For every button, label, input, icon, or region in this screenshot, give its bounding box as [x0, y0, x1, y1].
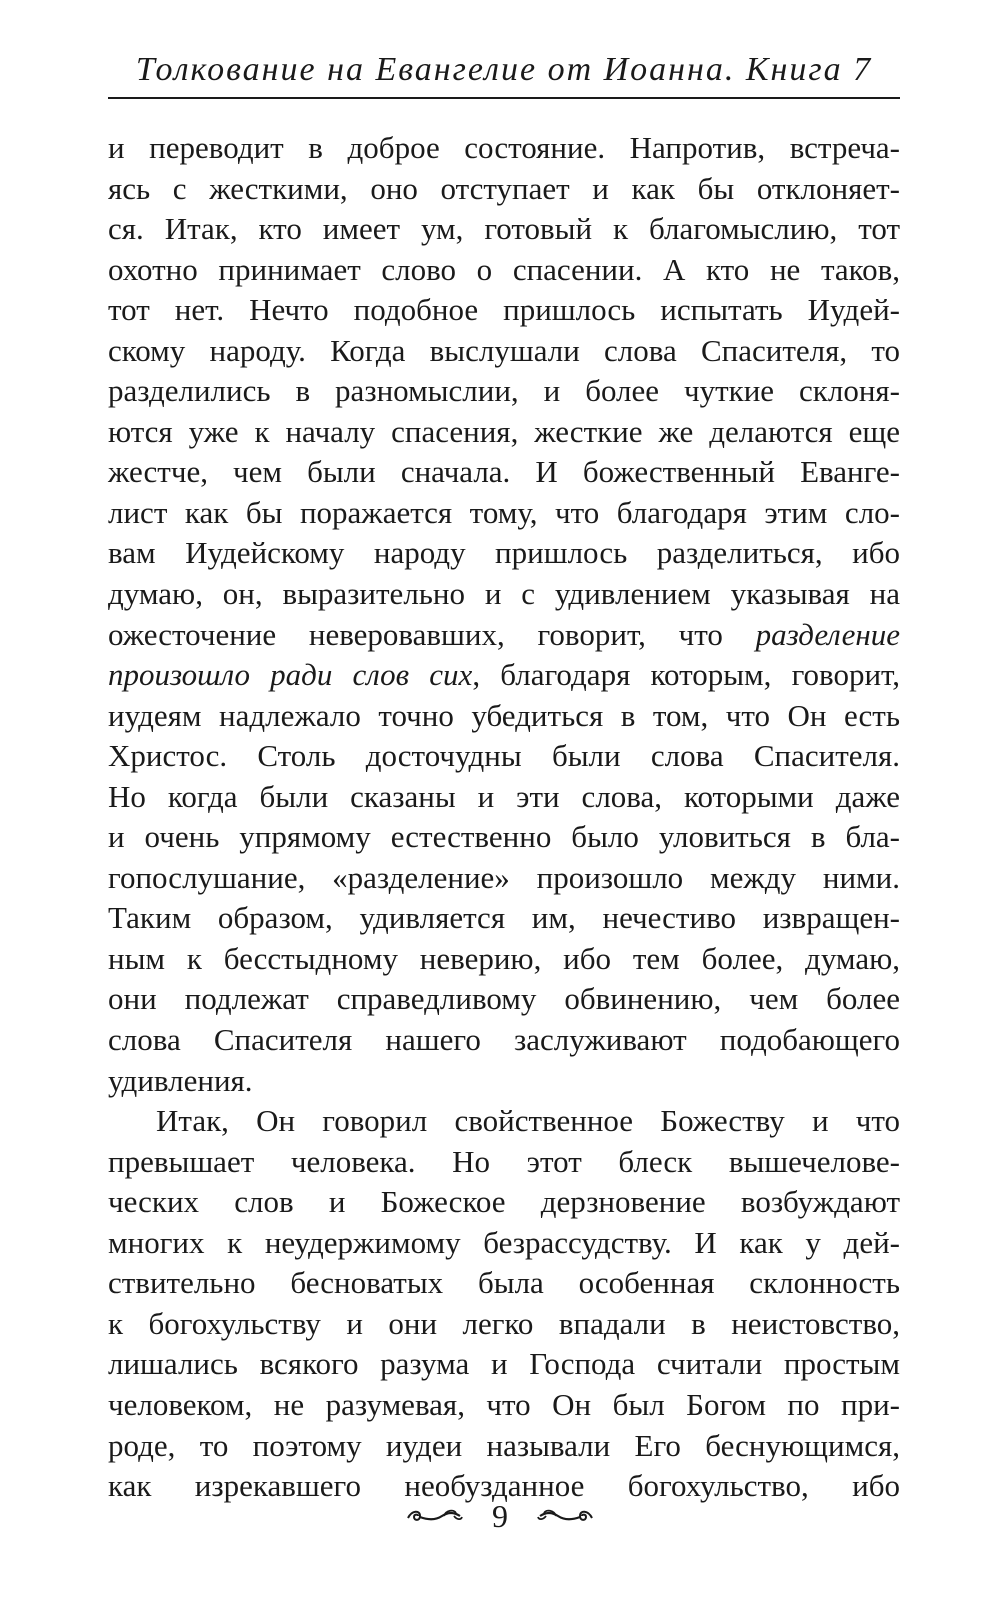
text-line: превышает человека. Но этот блеск вышечелове-: [108, 1143, 900, 1179]
text-line: жестче, чем были сначала. И божественный Еванге-: [108, 454, 900, 490]
text-line: ются уже к началу спасения, жесткие же делаются еще: [108, 413, 900, 449]
text-line: думаю, он, выразительно и с удивлением указывая на: [108, 576, 900, 612]
text-line-mixed: [108, 615, 900, 656]
text-line: ся. Итак, кто имеет ум, готовый к благомыслию, тот: [108, 211, 900, 247]
text-line: ным к бесстыдному неверию, ибо тем более, думаю,: [108, 940, 900, 976]
running-head: Толкование на Евангелие от Иоанна. Книга 7: [135, 51, 873, 88]
paragraph-end-line: удивления.: [108, 1062, 253, 1098]
text-line: разделились в разномыслии, и более чуткие склоня-: [108, 373, 900, 409]
text-line: и переводит в доброе состояние. Напротив, встреча-: [108, 130, 900, 165]
text-line: ствительно бесноватых была особенная склонность: [108, 1265, 900, 1301]
text-line: Христос. Столь досточудны были слова Спасителя.: [108, 738, 900, 774]
text-line: ясь с жесткими, оно отступает и как бы отклоняет-: [108, 170, 900, 206]
text-segment: ожесточение неверовавших, говорит, что: [108, 616, 723, 652]
paragraph-first-line: Итак, Он говорил свойственное Божеству и что: [156, 1103, 900, 1139]
text-line: гопослушание, «разделение» произошло между ними.: [108, 859, 900, 895]
text-line: слова Спасителя нашего заслуживают подобающего: [108, 1022, 900, 1058]
italic-quote: разделение: [755, 616, 900, 652]
text-line: и очень упрямому естественно было уловиться в бла-: [108, 819, 900, 855]
text-line: ческих слов и Божеское дерзновение возбуждают: [108, 1184, 900, 1220]
text-line: лист как бы поражается тому, что благодаря этим сло-: [108, 494, 900, 530]
text-line: как изрекавшего необузданное богохульство, ибо: [108, 1468, 900, 1504]
text-line-mixed: [108, 655, 900, 696]
italic-quote: произошло ради слов сих: [108, 657, 473, 693]
page-number: 9: [492, 1497, 508, 1534]
body-text: [108, 128, 900, 1507]
text-line: скому народу. Когда выслушали слова Спасителя, то: [108, 332, 900, 368]
text-line: многих к неудержимому безрассудству. И как у дей-: [108, 1224, 900, 1260]
text-line: человеком, не разумевая, что Он был Богом по при-: [108, 1386, 900, 1422]
flourish-left-icon: [404, 1504, 466, 1528]
text-line: лишались всякого разума и Господа считали простым: [108, 1346, 900, 1382]
text-line: иудеям надлежало точно убедиться в том, что Он есть: [108, 697, 900, 733]
text-line: Но когда были сказаны и эти слова, которыми даже: [108, 778, 900, 814]
text-line: к богохульству и они легко впадали в неистовство,: [108, 1305, 900, 1341]
flourish-right-icon: [534, 1504, 596, 1528]
text-line: роде, то поэтому иудеи называли Его беснующимся,: [108, 1427, 900, 1463]
text-line: они подлежат справедливому обвинению, чем более: [108, 981, 900, 1017]
text-line: Таким образом, удивляется им, нечестиво извращен-: [108, 900, 900, 936]
text-line: охотно принимает слово о спасении. А кто не таков,: [108, 251, 900, 287]
header-rule: [108, 97, 900, 99]
text-segment: , благодаря которым, говорит,: [472, 657, 901, 693]
text-line: вам Иудейскому народу пришлось разделиться, ибо: [108, 535, 900, 571]
text-line: тот нет. Нечто подобное пришлось испытать Иудей-: [108, 292, 900, 328]
page-folio: [0, 1492, 1000, 1536]
